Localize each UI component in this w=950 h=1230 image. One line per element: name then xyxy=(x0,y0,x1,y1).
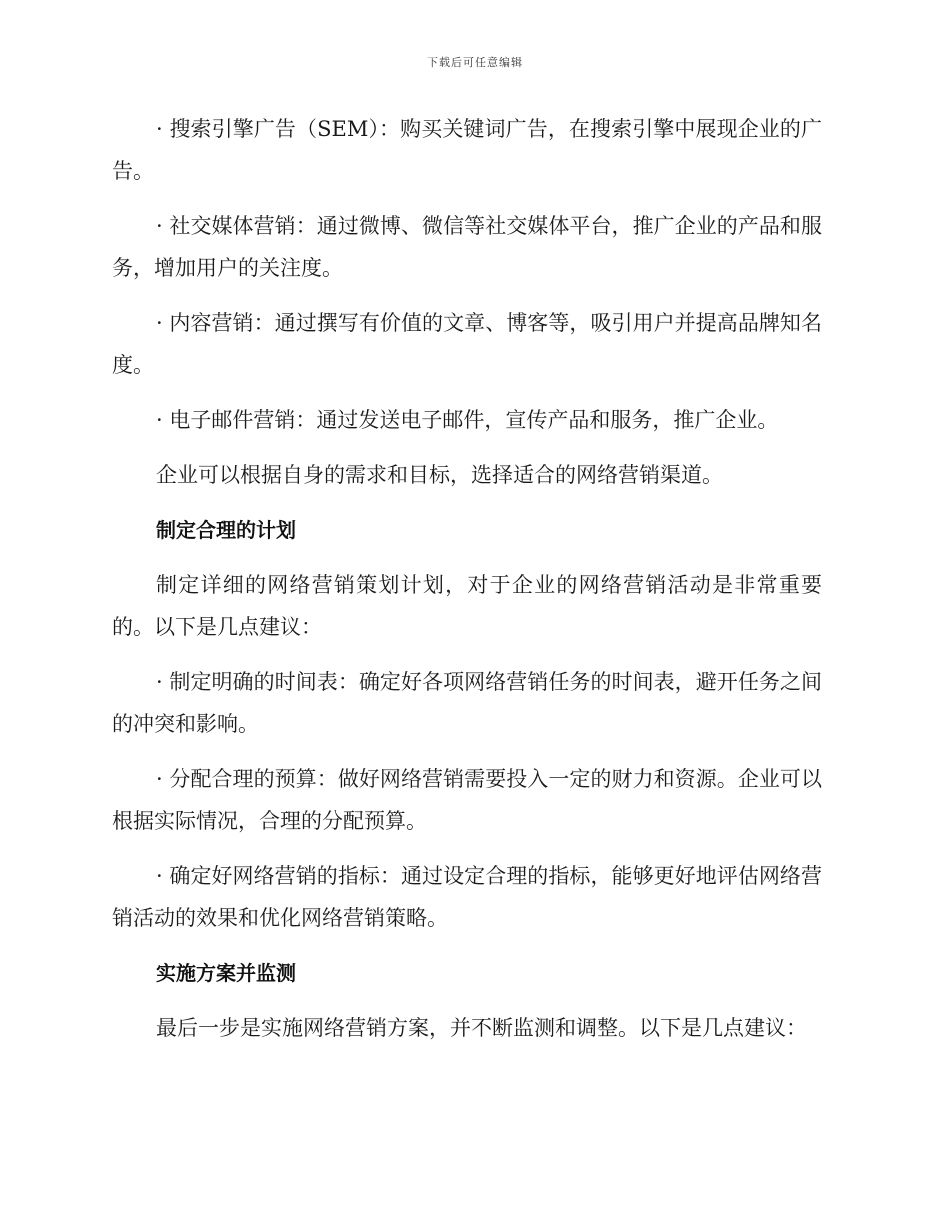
page-header: 下载后可任意编辑 xyxy=(427,56,523,69)
paragraph-channel-choice: 企业可以根据自身的需求和目标，选择适合的网络营销渠道。 xyxy=(156,463,723,487)
paragraph-implement-intro: 最后一步是实施网络营销方案，并不断监测和调整。以下是几点建议： xyxy=(156,1016,807,1040)
bullet-social-media: · 社交媒体营销：通过微博、微信等社交媒体平台，推广企业的产品和服务，增加用户的关注度。 xyxy=(112,214,822,280)
section-heading-implement: 实施方案并监测 xyxy=(156,961,296,985)
bullet-metrics: · 确定好网络营销的指标：通过设定合理的指标，能够更好地评估网络营销活动的效果和优化网络营销策略。 xyxy=(112,864,822,930)
document-body xyxy=(112,108,822,1062)
section-heading-plan: 制定合理的计划 xyxy=(156,518,296,542)
bullet-budget: · 分配合理的预算：做好网络营销需要投入一定的财力和资源。企业可以根据实际情况，合理的分配预算。 xyxy=(112,767,822,833)
bullet-email-marketing: · 电子邮件营销：通过发送电子邮件，宣传产品和服务，推广企业。 xyxy=(156,408,779,432)
bullet-sem: · 搜索引擎广告（SEM）：购买关键词广告，在搜索引擎中展现企业的广告。 xyxy=(112,117,822,183)
bullet-timeline: · 制定明确的时间表：确定好各项网络营销任务的时间表，避开任务之间的冲突和影响。 xyxy=(112,670,822,736)
paragraph-plan-intro: 制定详细的网络营销策划计划，对于企业的网络营销活动是非常重要的。以下是几点建议： xyxy=(112,573,822,639)
bullet-content-marketing: · 内容营销：通过撰写有价值的文章、博客等，吸引用户并提高品牌知名度。 xyxy=(112,311,822,377)
